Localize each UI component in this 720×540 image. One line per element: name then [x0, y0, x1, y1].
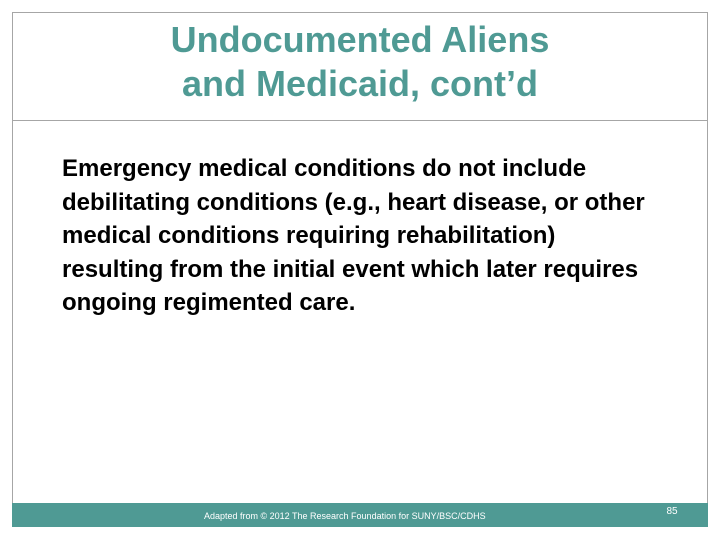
- page-number: 85: [666, 506, 678, 517]
- title-line-1: Undocumented Aliens: [170, 19, 550, 60]
- slide-title: [12, 18, 708, 106]
- body-paragraph: Emergency medical conditions do not include debilitating conditions (e.g., heart disease, or other medical conditions requiring rehabilitation) resulting from the initial event which later requires ongoing regimented care.: [62, 155, 645, 316]
- footer-credit: Adapted from © 2012 The Research Foundation for SUNY/BSC/CDHS: [204, 511, 486, 521]
- title-divider: [12, 120, 708, 121]
- title-line-2: and Medicaid, cont’d: [181, 63, 539, 104]
